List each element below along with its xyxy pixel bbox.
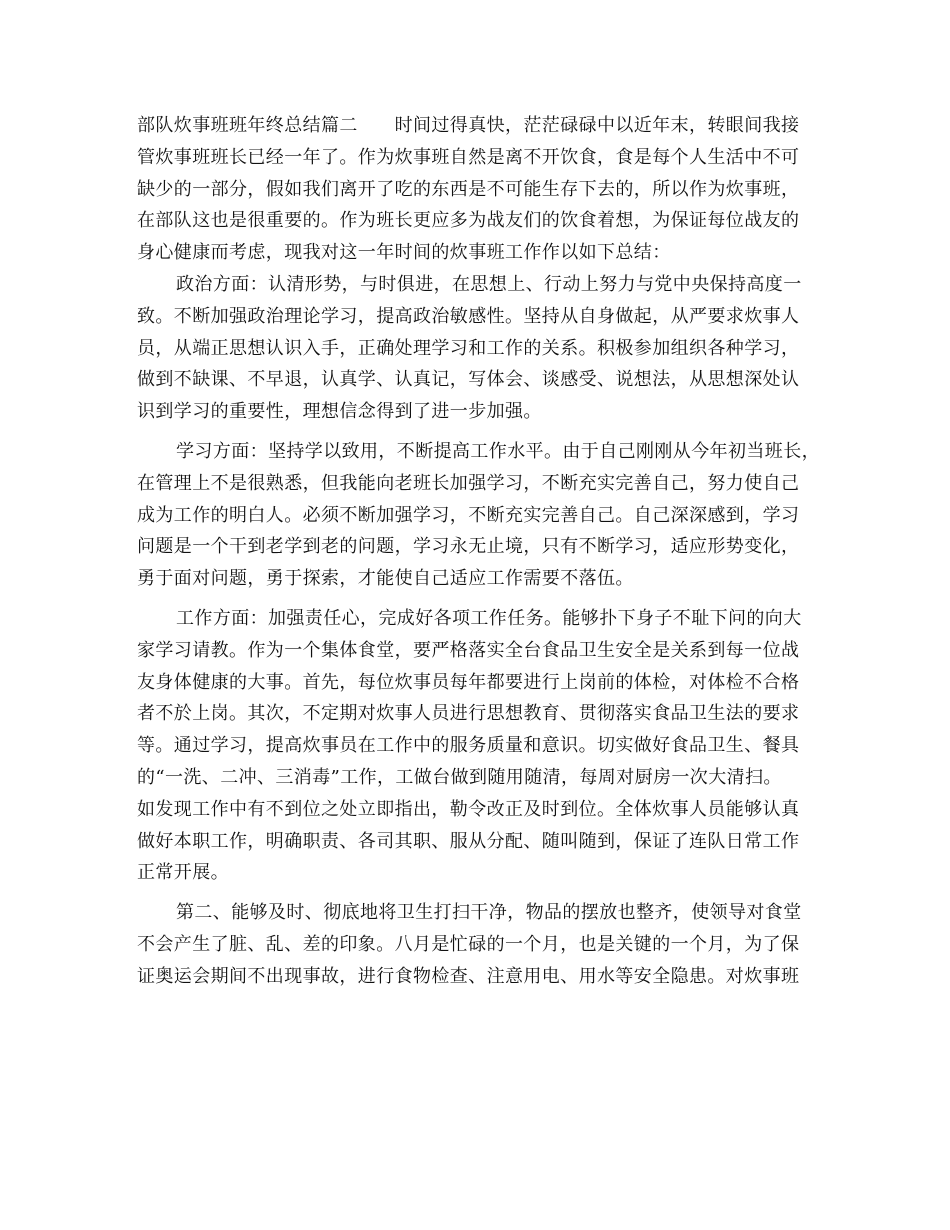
text-line: 勇于面对问题，勇于探索，才能使自己适应工作需要不落伍。 [137,568,634,590]
text-line: 者不於上岗。其次，不定期对炊事人员进行思想教育、贯彻落实食品卫生法的要求 [137,703,800,725]
text-line: 证奥运会期间不出现事故，进行食物检查、注意用电、用水等安全隐患。对炊事班 [137,965,800,987]
text-line: 等。通过学习，提高炊事员在工作中的服务质量和意识。切实做好食品卫生、餐具 [137,735,800,757]
text-line: 缺少的一部分，假如我们离开了吃的东西是不可能生存下去的，所以作为炊事班， [137,178,800,200]
paragraph-start-line: 政治方面：认清形势，与时俱进，在思想上、行动上努力与党中央保持高度一 [176,273,802,295]
text-line: 致。不断加强政治理论学习，提高政治敏感性。坚持从自身做起，从严要求炊事人 [137,305,800,327]
text-line: 做好本职工作，明确职责、各司其职、服从分配、随叫随到，保证了连队日常工作 [137,830,800,852]
text-line: 管炊事班班长已经一年了。作为炊事班自然是离不开饮食，食是每个人生活中不可 [137,146,800,168]
text-line: 的“一洗、二冲、三消毒”工作，工做台做到随用随清，每周对厨房一次大清扫。 [137,766,782,788]
text-line: 成为工作的明白人。必须不断加强学习，不断充实完善自己。自己深深感到，学习 [137,504,800,526]
text-line: 问题是一个干到老学到老的问题，学习永无止境，只有不断学习，适应形势变化， [137,536,800,558]
text-line: 如发现工作中有不到位之处立即指出，勒令改正及时到位。全体炊事人员能够认真 [137,798,800,820]
text-line: 友身体健康的大事。首先，每位炊事员每年都要进行上岗前的体检，对体检不合格 [137,671,800,693]
text-line: 在管理上不是很熟悉，但我能向老班长加强学习，不断充实完善自己，努力使自己 [137,472,800,494]
paragraph-start-line: 工作方面：加强责任心，完成好各项工作任务。能够扑下身子不耻下问的向大 [176,607,802,629]
text-line: 部队炊事班班年终总结篇二 时间过得真快，茫茫碌碌中以近年末，转眼间我接 [137,115,800,136]
text-line: 员，从端正思想认识入手，正确处理学习和工作的关系。积极参加组织各种学习， [137,337,800,359]
document-body [137,110,820,993]
paragraph-start-line: 学习方面：坚持学以致用，不断提高工作水平。由于自己刚刚从今年初当班长， [176,440,820,462]
text-line: 家学习请教。作为一个集体食堂，要严格落实全台食品卫生安全是关系到每一位战 [137,639,800,661]
paragraph-start-line: 第二、能够及时、彻底地将卫生打扫干净，物品的摆放也整齐，使领导对食堂 [176,902,802,924]
text-line: 识到学习的重要性，理想信念得到了进一步加强。 [137,401,542,423]
text-line: 在部队这也是很重要的。作为班长更应多为战友们的饮食着想，为保证每位战友的 [137,210,800,232]
text-line: 不会产生了脏、乱、差的印象。八月是忙碌的一个月，也是关键的一个月，为了保 [137,933,800,955]
text-line: 身心健康而考虑，现我对这一年时间的炊事班工作作以如下总结： [137,242,671,264]
text-line: 正常开展。 [137,862,229,884]
text-line: 做到不缺课、不早退，认真学、认真记，写体会、谈感受、说想法，从思想深处认 [137,369,800,391]
